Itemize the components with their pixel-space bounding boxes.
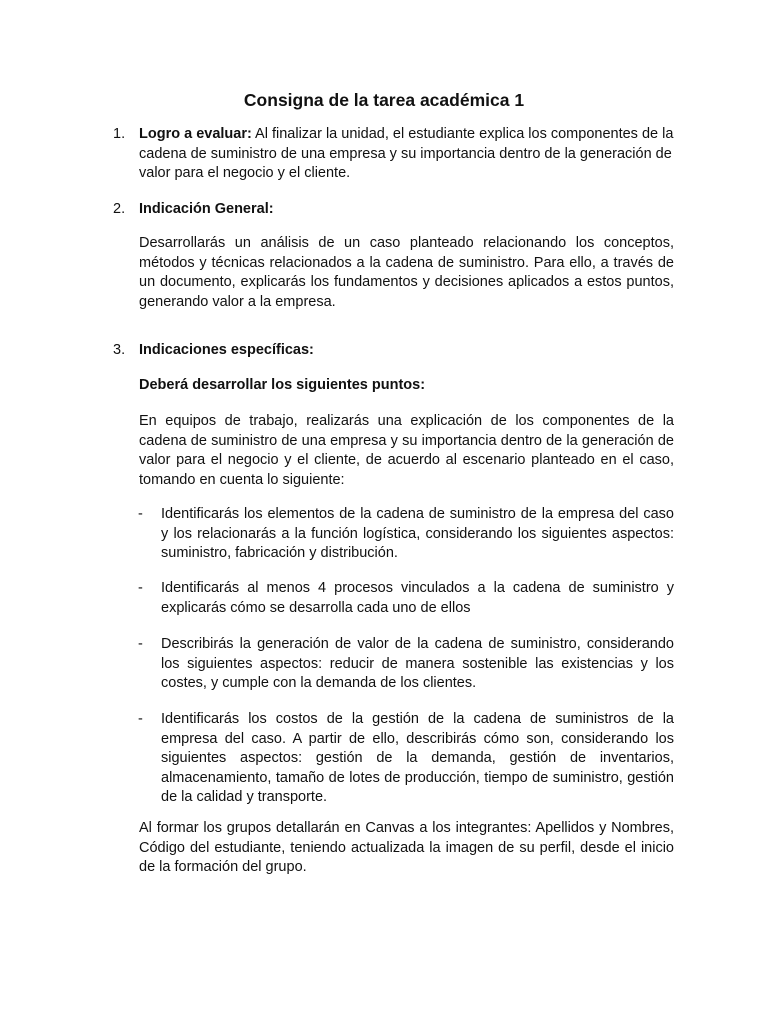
closing-paragraph: Al formar los grupos detallarán en Canvas a los integrantes: Apellidos y Nombres, Código del estudiante, teniendo actualizada la imagen de su perfil, desde el inicio de la formación del grupo.	[139, 820, 674, 875]
section-3-number: 3.	[113, 342, 126, 358]
section-2-paragraph: Desarrollarás un análisis de un caso planteado relacionando los conceptos, métodos y técnicas relacionados a la cadena de suministro. Para ello, a través de un documento, explicarás los fundamentos y decisiones aplicados a estos puntos, generando valor a la empresa.	[139, 235, 674, 310]
section-1-number: 1.	[113, 126, 126, 142]
document-title: Consigna de la tarea académica 1	[243, 90, 525, 110]
bullet-marker: -	[138, 636, 143, 652]
section-2-number: 2.	[113, 201, 126, 217]
section-3-heading: Indicaciones específicas:	[139, 342, 314, 358]
section-3-intro: En equipos de trabajo, realizarás una explicación de los componentes de la cadena de suministro de una empresa y su importancia dentro de la generación de valor para el negocio y el cliente, de acuerdo al escenario planteado en el caso, tomando en cuenta lo siguiente:	[139, 413, 674, 488]
bullet-item-value-generation: Describirás la generación de valor de la cadena de suministro, considerando los siguientes aspectos: reducir de manera sostenible las existencias y los costes, y cumple con la demanda de los clientes.	[161, 636, 674, 691]
bullet-item-processes: Identificarás al menos 4 procesos vinculados a la cadena de suministro y explicarás cómo se desarrolla cada uno de ellos	[161, 580, 674, 616]
section-1-heading: Logro a evaluar:	[139, 126, 252, 142]
bullet-marker: -	[138, 580, 143, 596]
section-1-text: Al finalizar la unidad, el estudiante explica los componentes de la cadena de suministro de una empresa y su importancia dentro de la generación de valor para el negocio y el cliente.	[139, 126, 674, 181]
bullet-item-costs: Identificarás los costos de la gestión de la cadena de suministros de la empresa del caso. A partir de ello, describirás cómo son, considerando los siguientes aspectos: gestión de la demanda, gestión de inventarios, almacenamiento, tamaño de lotes de producción, tiempo de suministro, gestión de la calidad y transporte.	[161, 711, 674, 805]
section-3-subheading: Deberá desarrollar los siguientes puntos:	[139, 377, 426, 393]
bullet-item-supply-elements: Identificarás los elementos de la cadena de suministro de la empresa del caso y los relacionarás a la función logística, considerando los siguientes aspectos: suministro, fabricación y distribución.	[161, 506, 674, 561]
bullet-marker: -	[138, 711, 143, 727]
section-2-heading: Indicación General:	[139, 201, 274, 217]
bullet-marker: -	[138, 506, 143, 522]
section-1-paragraph	[139, 125, 674, 184]
